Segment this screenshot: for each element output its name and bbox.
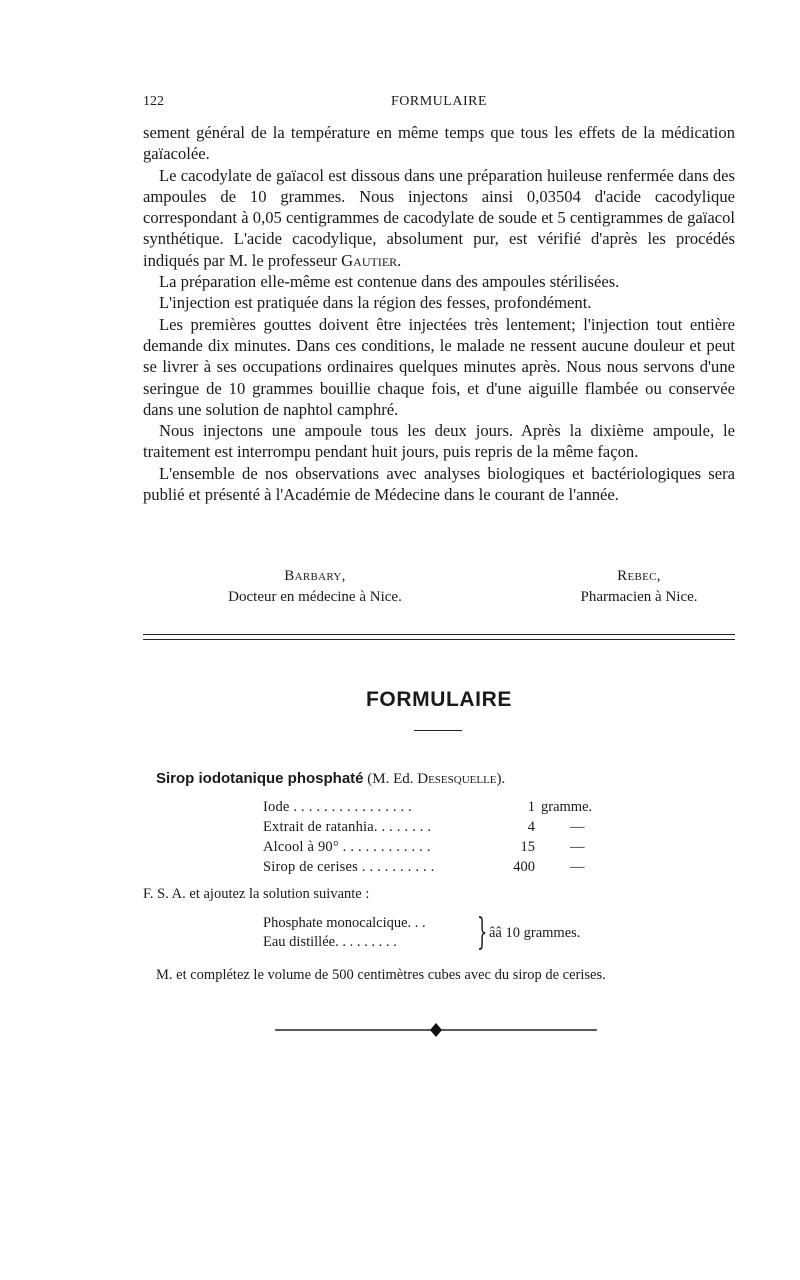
paragraph-2-text: Le cacodylate de gaïacol est dissous dans une préparation huileuse renfermée dans des ampoules de 10 grammes. Nous injectons ainsi 0,03504 d'acide cacodylique correspondant à 0,05 centigrammes de cacodylate de soude et 5 centigrammes de gaïacol synthétique. L'acide cacodylique, absolument pur, est vérifié d'après les procédés indiqués par M. le professeur (143, 165, 735, 270)
recipe-author-open: (M. Ed. (367, 771, 414, 787)
ingredient-unit: gramme. (541, 799, 593, 815)
solution-amount: ââ 10 grammes. (489, 925, 581, 941)
running-title: FORMULAIRE (390, 94, 487, 109)
ingredient-unit: — (570, 859, 585, 875)
brace-icon: } (477, 912, 488, 953)
paragraph-6: Nous injectons une ampoule tous les deux jours. Après la dixième ampoule, le traitement est interrompu pendant huit jours, puis repris de la même façon. (143, 421, 735, 462)
paragraph-2 (143, 165, 735, 271)
ingredient-qty: 1 (527, 799, 535, 815)
section-title: FORMULAIRE (366, 688, 512, 711)
page-number: 122 (143, 94, 164, 109)
ingredient-qty: 15 (520, 839, 535, 855)
signature-left-title: Docteur en médecine à Nice. (228, 589, 402, 605)
ingredient-unit: — (570, 839, 585, 855)
paragraph-5: Les premières gouttes doivent être injectées très lentement; l'injection tout entière demande dix minutes. Dans ces conditions, le malade ne ressent aucune douleur et peut se livrer à ses occupations ordinaires quelques minutes après. Nous nous servons d'une seringue de 10 grammes bouillie chaque fois, et d'une aiguille flambée ou conservée dans une solution de naphtol camphré. (143, 314, 735, 419)
solution-line-2: Eau distillée. . . . . . . . . (263, 934, 397, 950)
article-body (143, 122, 735, 505)
ingredient-qty: 4 (527, 819, 535, 835)
ingredient-qty: 400 (513, 859, 535, 875)
recipe-heading (156, 770, 505, 788)
paragraph-2-end: . (397, 250, 402, 270)
separator-rule-bottom (143, 639, 735, 640)
signature-right (566, 566, 712, 608)
solution-block (263, 912, 623, 955)
ornament-divider-icon (275, 1020, 597, 1040)
preparation-instruction: F. S. A. et ajoutez la solution suivante : (143, 886, 370, 902)
signature-right-name: Rebec, (617, 568, 661, 584)
final-instruction: M. et complétez le volume de 500 centimètres cubes avec du sirop de cerises. (156, 967, 606, 983)
ingredient-row (263, 819, 623, 839)
recipe-author: Desesquelle (417, 771, 497, 787)
paragraph-7: L'ensemble de nos observations avec analyses biologiques et bactériologiques sera publié et présenté à l'Académie de Médecine dans le courant de l'année. (143, 463, 735, 505)
ingredient-name: Extrait de ratanhia. . . . . . . . (263, 819, 432, 835)
ingredient-name: Iode . . . . . . . . . . . . . . . . (263, 799, 412, 815)
ingredient-list (263, 799, 623, 879)
paragraph-3: La préparation elle-même est contenue dans des ampoules stérilisées. (159, 272, 620, 292)
separator-rule-top (143, 634, 735, 635)
recipe-name: Sirop iodotanique phosphaté (156, 770, 364, 787)
ingredient-row (263, 799, 623, 819)
signature-left (208, 566, 422, 608)
ingredient-name: Alcool à 90° . . . . . . . . . . . . (263, 839, 431, 855)
ingredient-row (263, 859, 623, 879)
ingredient-row (263, 839, 623, 859)
signature-left-name: Barbary, (284, 568, 346, 584)
title-underline (414, 730, 462, 731)
ingredient-name: Sirop de cerises . . . . . . . . . . (263, 859, 435, 875)
recipe-author-close: ). (496, 771, 506, 787)
paragraph-1: sement général de la température en même temps que tous les effets de la médication gaïacolée. (143, 123, 735, 164)
signature-right-title: Pharmacien à Nice. (580, 589, 698, 605)
page-header (143, 94, 735, 114)
professor-name: Gautier (341, 250, 398, 270)
paragraph-4: L'injection est pratiquée dans la région des fesses, profondément. (159, 293, 592, 313)
solution-line-1: Phosphate monocalcique. . . (263, 915, 426, 931)
ingredient-unit: — (570, 819, 585, 835)
